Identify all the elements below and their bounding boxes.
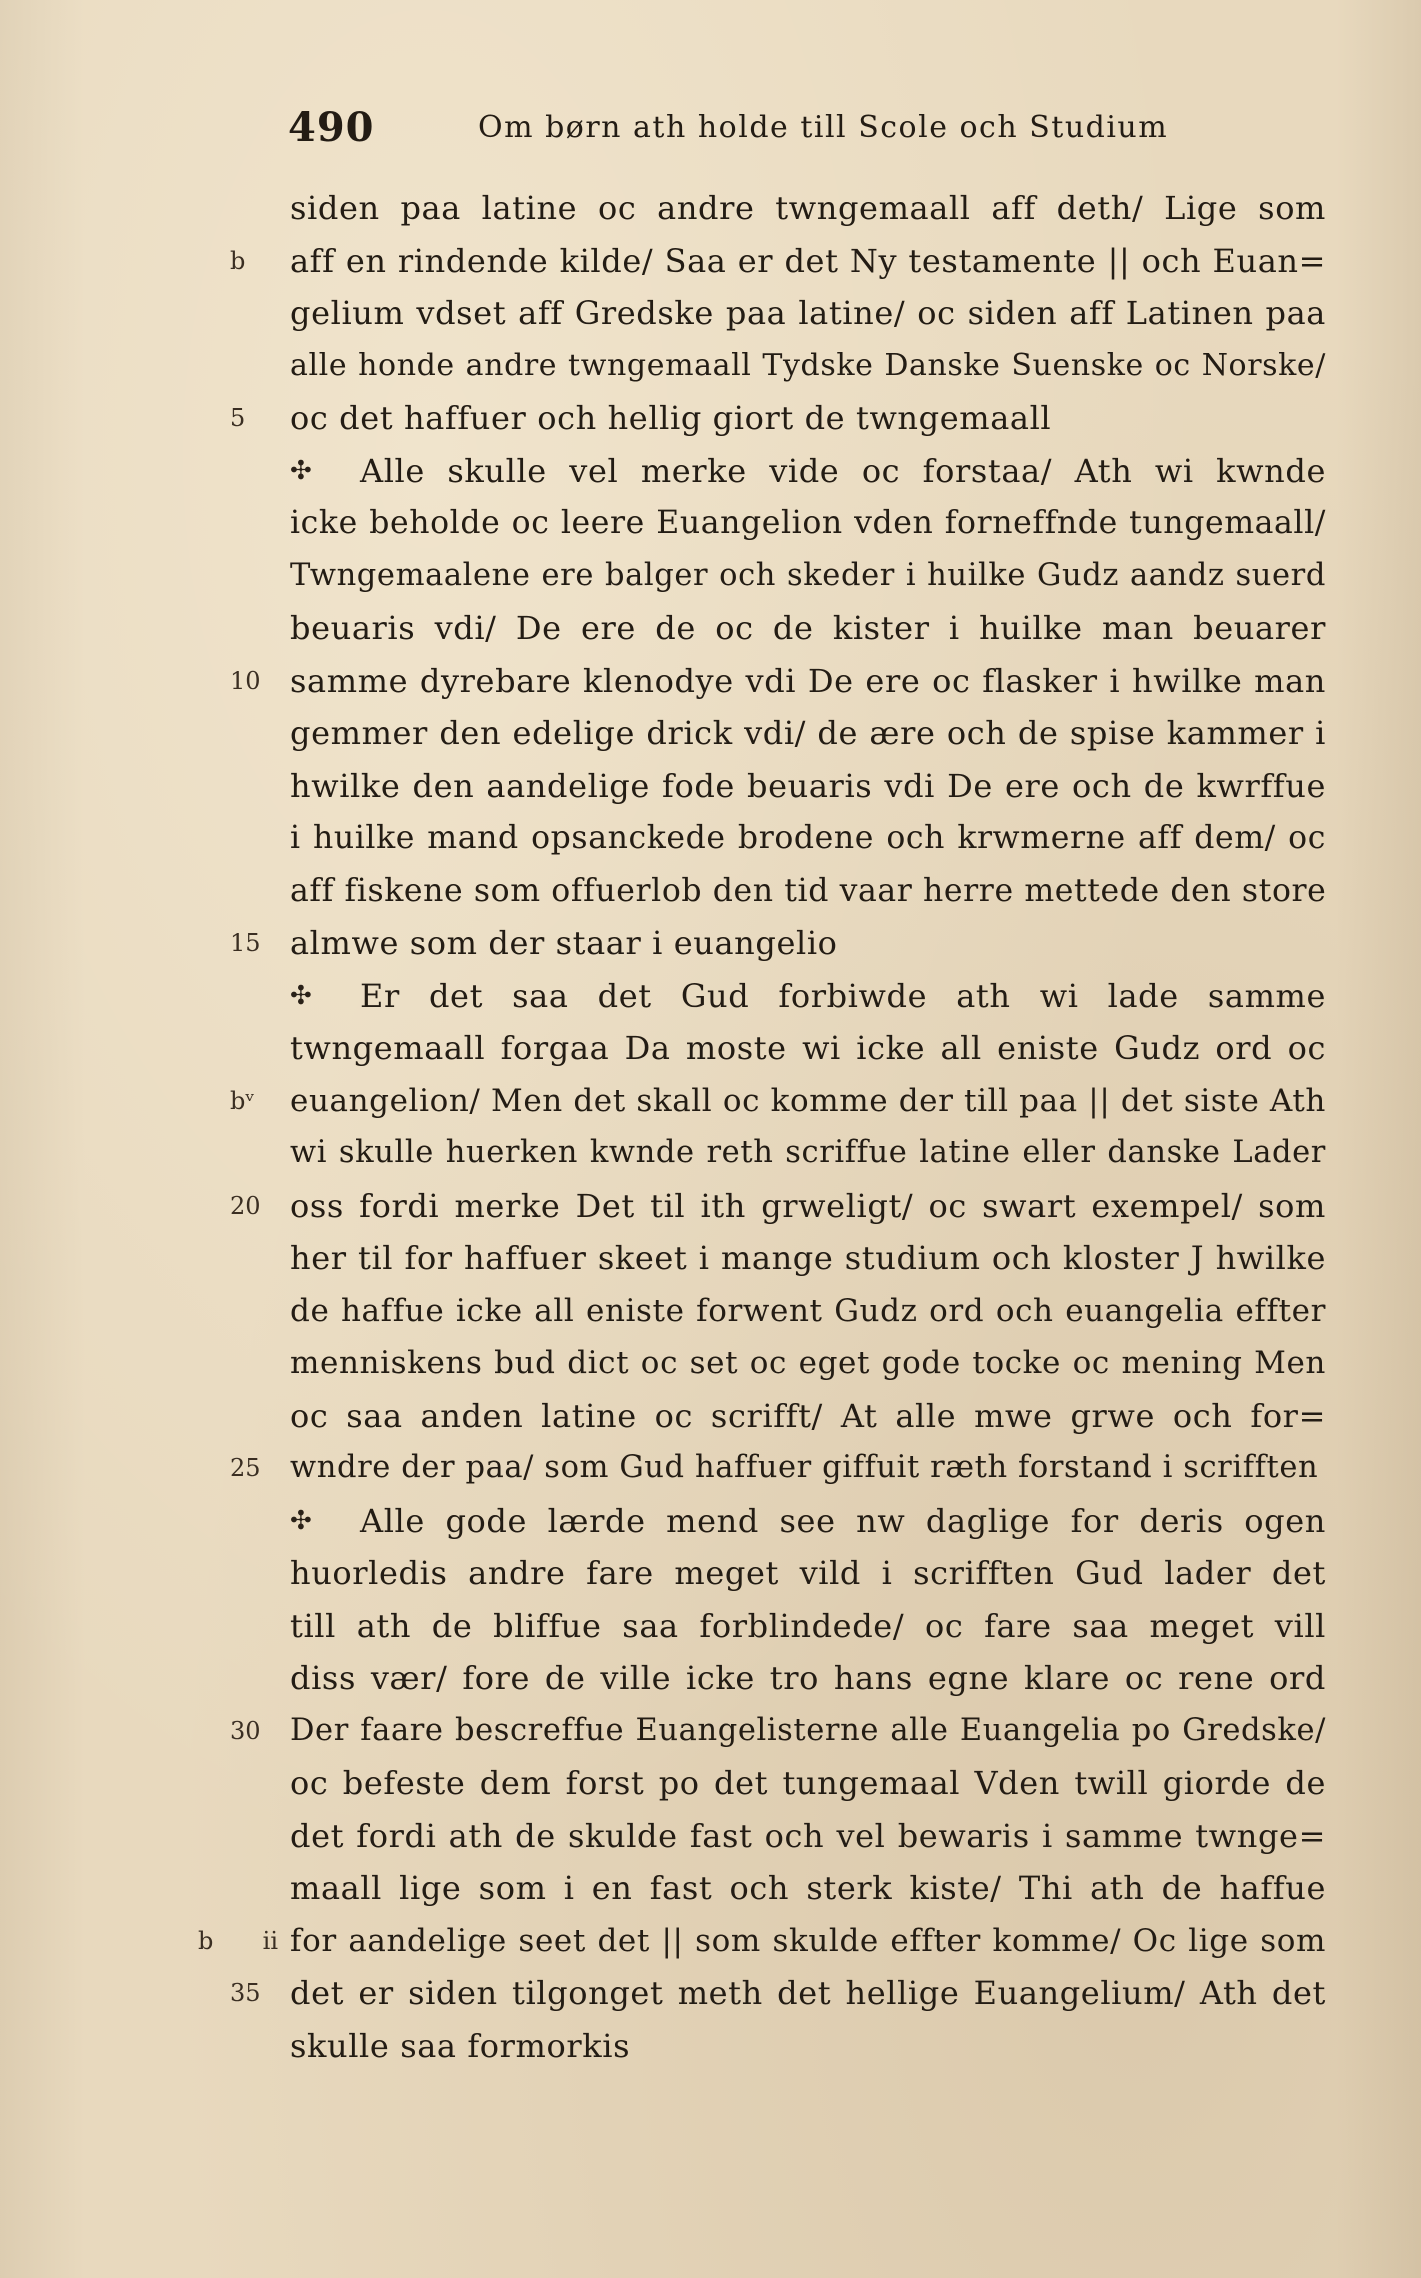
line-text: twngemaall forgaa Da moste wi icke all eniste Gudz ord oc [290, 1029, 1326, 1067]
text-line [290, 2020, 1326, 2073]
text-line [290, 182, 1326, 235]
line-text: maall lige som i en fast och sterk kiste/ Thi ath de haffue [290, 1869, 1326, 1907]
text-line [290, 445, 1326, 498]
text-line [290, 1232, 1326, 1285]
line-text: menniskens bud dict oc set oc eget gode tocke oc mening Men [290, 1345, 1326, 1381]
page-number: 490 [288, 104, 375, 151]
line-text: det fordi ath de skulde fast och vel bewaris i samme twnge= [290, 1816, 1326, 1855]
text-line [198, 1915, 1326, 1968]
paragraph-marker-icon: ✣ [290, 1505, 313, 1536]
line-number: 15 [230, 929, 261, 957]
page-header [288, 100, 1328, 160]
text-line [290, 1810, 1326, 1863]
signature-mark: bᵛ [230, 1086, 255, 1115]
line-text: oc befeste dem forst po det tungemaal Vden twill giorde de [290, 1764, 1326, 1802]
line-text: almwe som der staar i euangelio [290, 924, 838, 962]
text-line [290, 1337, 1326, 1390]
line-text: hwilke den aandelige fode beuaris vdi De ere och de kwrffue [290, 766, 1326, 805]
line-text: wi skulle huerken kwnde reth scriffue latine eller danske Lader [290, 1135, 1326, 1170]
text-line [290, 865, 1326, 918]
line-text: Der faare bescreffue Euangelisterne alle Euangelia po Gredske/ [290, 1712, 1326, 1748]
text-line [290, 602, 1326, 655]
line-text: for aandelige seet det || som skulde effter komme/ Oc lige som [290, 1922, 1326, 1959]
text-line [230, 1180, 1326, 1233]
line-text: aff en rindende kilde/ Saa er det Ny testamente || och Euan= [290, 241, 1326, 280]
text-line [230, 1967, 1326, 2020]
line-text: wndre der paa/ som Gud haffuer giffuit ræth forstand i scrifften [290, 1450, 1319, 1485]
line-text: Alle skulle vel merke vide oc forstaa/ Ath wi kwnde [360, 451, 1326, 490]
text-line [290, 970, 1326, 1023]
text-line [230, 655, 1326, 708]
text-line [230, 1075, 1326, 1128]
text-line [290, 760, 1326, 813]
line-text: gelium vdset aff Gredske paa latine/ oc siden aff Latinen paa [290, 294, 1326, 332]
text-line [290, 1495, 1326, 1548]
line-number: 30 [230, 1716, 261, 1745]
text-line [290, 1390, 1326, 1443]
line-text: aff fiskene som offuerlob den tid vaar herre mettede den store [290, 872, 1327, 909]
line-text: Twngemaalene ere balger och skeder i huilke Gudz aandz suerd [290, 557, 1326, 593]
line-number: 5 [230, 404, 246, 432]
signature-mark: b ii [198, 1926, 278, 1955]
line-text: her til for haffuer skeet i mange studium och kloster J hwilke [290, 1239, 1326, 1277]
line-text: oss fordi merke Det til ith grweligt/ oc swart exempel/ som [290, 1186, 1326, 1225]
line-text: gemmer den edelige drick vdi/ de ære och de spise kammer i [290, 714, 1326, 752]
text-line [290, 1862, 1326, 1915]
signature-mark: b [230, 246, 246, 275]
line-text: euangelion/ Men det skall oc komme der till paa || det siste Ath [290, 1082, 1326, 1119]
text-line [230, 392, 1326, 445]
line-text: oc saa anden latine oc scrifft/ At alle mwe grwe och for= [290, 1396, 1326, 1435]
line-text: siden paa latine oc andre twngemaall aff deth/ Lige som [290, 189, 1326, 227]
text-block [198, 182, 1327, 2072]
text-line [290, 340, 1326, 393]
text-line [290, 1757, 1326, 1810]
line-text: alle honde andre twngemaall Tydske Danske Suenske oc Norske/ [290, 347, 1326, 383]
line-text: oc det haffuer och hellig giort de twngemaall [290, 399, 1052, 437]
text-line [230, 235, 1326, 288]
text-line [230, 917, 1326, 970]
text-line [290, 1285, 1326, 1338]
line-number: 35 [230, 1979, 261, 2007]
line-text: icke beholde oc leere Euangelion vden forneffnde tungemaall/ [290, 505, 1326, 541]
line-text: Alle gode lærde mend see nw daglige for deris ogen [360, 1501, 1326, 1540]
line-text: i huilke mand opsanckede brodene och krwmerne aff dem/ oc [290, 820, 1326, 856]
line-number: 20 [230, 1191, 261, 1220]
line-text: det er siden tilgonget meth det hellige Euangelium/ Ath det [290, 1974, 1326, 2012]
text-line [290, 1127, 1326, 1180]
line-number: 10 [230, 666, 261, 695]
line-text: beuaris vdi/ De ere de oc de kister i huilke man beuarer [290, 609, 1326, 647]
line-text: de haffue icke all eniste forwent Gudz ord och euangelia effter [290, 1292, 1326, 1329]
text-line [230, 1442, 1326, 1495]
line-number: 25 [230, 1454, 261, 1482]
text-line [290, 1652, 1326, 1705]
line-text: diss vær/ fore de ville icke tro hans egne klare oc rene ord [290, 1659, 1326, 1697]
text-line [290, 497, 1326, 550]
text-line [290, 707, 1326, 760]
text-line [230, 1705, 1326, 1758]
line-text: huorledis andre fare meget vild i scrifften Gud lader det [290, 1554, 1326, 1592]
running-head: Om børn ath holde till Scole och Studium [478, 110, 1169, 145]
text-line [290, 1022, 1326, 1075]
line-text: till ath de bliffue saa forblindede/ oc fare saa meget vill [290, 1606, 1326, 1645]
text-line [290, 1600, 1326, 1653]
paragraph-marker-icon: ✣ [290, 980, 313, 1011]
paragraph-marker-icon: ✣ [290, 455, 313, 486]
line-text: skulle saa formorkis [290, 2026, 631, 2065]
text-line [290, 550, 1326, 603]
text-line [290, 812, 1326, 865]
line-text: Er det saa det Gud forbiwde ath wi lade samme [360, 976, 1326, 1015]
text-line [290, 287, 1326, 340]
line-text: samme dyrebare klenodye vdi De ere oc flasker i hwilke man [290, 661, 1326, 700]
text-line [290, 1547, 1326, 1600]
